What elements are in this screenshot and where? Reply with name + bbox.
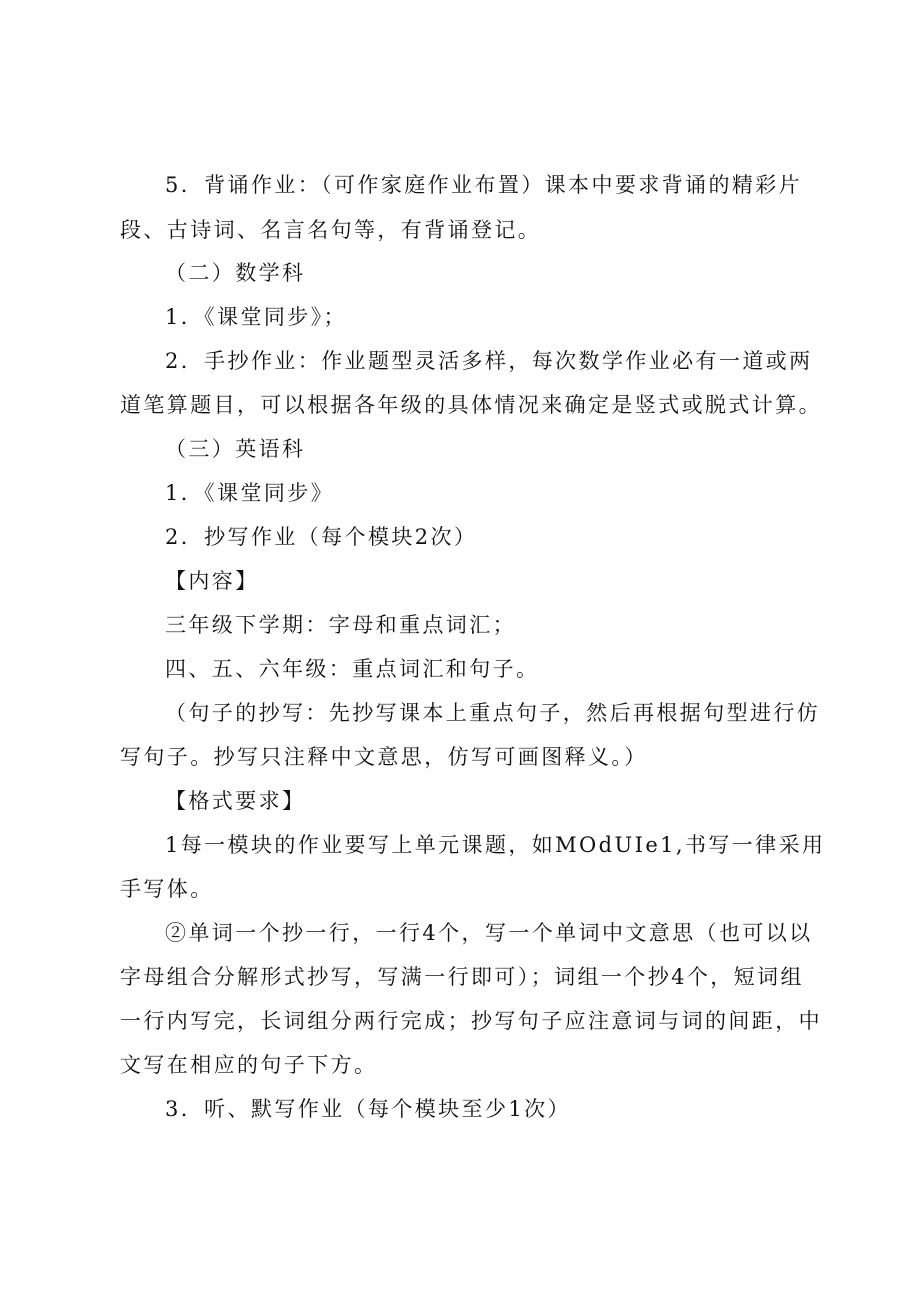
math-item-1: 1．《课堂同步》； — [165, 305, 347, 329]
homework-item-recitation: 5．背诵作业：（可作家庭作业布置）课本中要求背诵的精彩片 — [165, 173, 803, 197]
content-heading: 【内容】 — [165, 569, 259, 593]
format-rule-2-cont-1: 字母组合分解形式抄写，写满一行即可）；词组一个抄4个，短词组 — [120, 965, 804, 989]
format-rule-1-cont: 手写体。 — [120, 877, 214, 901]
math-item-2-cont: 道笔算题目，可以根据各年级的具体情况来确定是竖式或脱式计算。 — [120, 393, 822, 417]
english-item-1: 1．《课堂同步》 — [165, 481, 335, 505]
format-rule-2-cont-2: 一行内写完，长词组分两行完成；抄写句子应注意词与词的间距，中 — [120, 1009, 822, 1033]
format-rule-2-cont-3: 文写在相应的句子下方。 — [120, 1053, 378, 1077]
format-rule-1: 1每一模块的作业要写上单元课题，如MOdUIe1,书写一律采用 — [165, 833, 826, 857]
sentence-copy-note: （句子的抄写：先抄写课本上重点句子，然后再根据句型进行仿 — [165, 701, 821, 725]
homework-item-recitation-cont: 段、古诗词、名言名句等，有背诵登记。 — [120, 218, 542, 242]
grade-four-six-content: 四、五、六年级：重点词汇和句子。 — [165, 657, 540, 681]
english-item-3: 3．听、默写作业（每个模块至少1次） — [165, 1097, 571, 1121]
grade-three-content: 三年级下学期：字母和重点词汇； — [165, 613, 516, 637]
english-item-2: 2．抄写作业（每个模块2次） — [165, 525, 478, 549]
format-heading: 【格式要求】 — [165, 789, 306, 813]
format-rule-2: ②单词一个抄一行，一行4个，写一个单词中文意思（也可以以 — [165, 921, 813, 945]
section-heading-math: （二）数学科 — [165, 261, 306, 285]
math-item-2: 2．手抄作业：作业题型灵活多样，每次数学作业必有一道或两 — [165, 349, 813, 373]
section-heading-english: （三）英语科 — [165, 437, 306, 461]
sentence-copy-note-cont: 写句子。抄写只注释中文意思，仿写可画图释义。） — [120, 745, 648, 769]
